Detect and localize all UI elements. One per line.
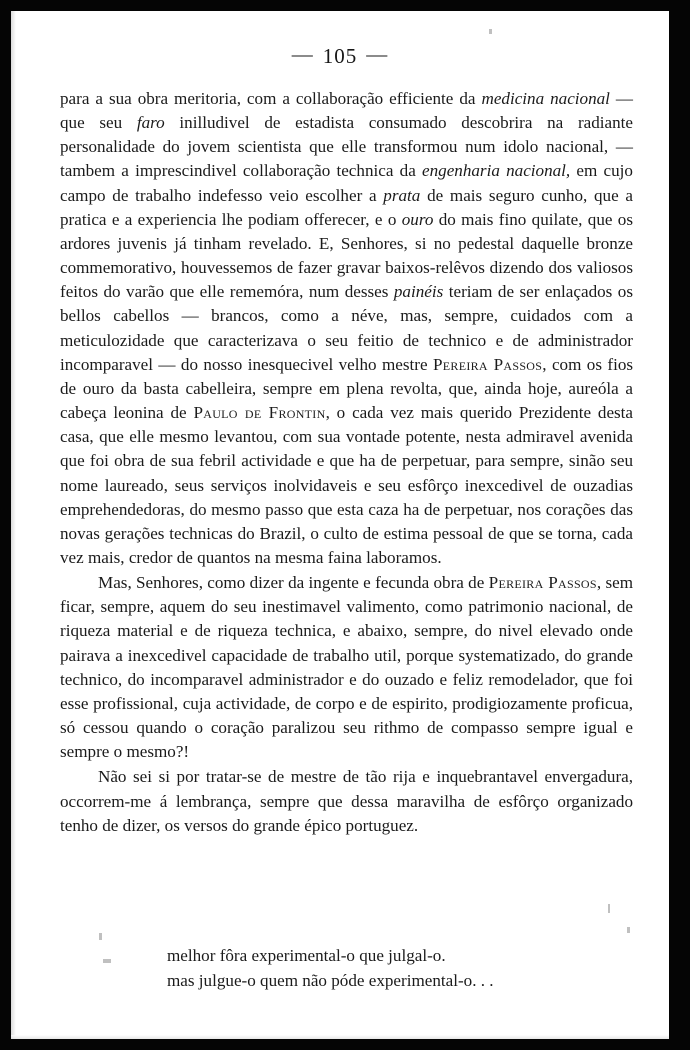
scan-speck bbox=[103, 959, 111, 963]
small-caps-name: Pereira Passos bbox=[432, 354, 543, 374]
text-run: , sem ficar, sempre, aquem do seu inestimavel valimento, como patrimonio nacional, de riqueza material e de riqueza technica, e abaixo, sempre, do nivel elevado onde pairava a inexcedivel capacidade de trabalho util, porque systematizado, do grande technico, do incomparavel administrador e do ouzado e feliz remodelador, que foi esse profissional, cuja actividade, de corpo e de espirito, prodigiozamente proficua, só cessou quando o coração paralizou seu rithmo de compasso sempre igual e sempre o mesmo?! bbox=[60, 573, 633, 762]
body-paragraph bbox=[60, 765, 633, 837]
italic-run: engenharia nacional, bbox=[422, 161, 571, 181]
italic-run: faro bbox=[136, 113, 165, 133]
verse-quotation-block bbox=[167, 943, 587, 993]
folio-dash-left: — bbox=[291, 42, 314, 66]
body-text-block bbox=[60, 87, 633, 838]
folio-dash-right: — bbox=[366, 42, 389, 66]
scan-speck bbox=[489, 29, 492, 34]
scan-speck bbox=[627, 927, 630, 933]
text-run: inilludivel de estadista consumado descobrira na radiante personalidade do jovem scientista que elle transformou num idolo nacional, — tambem a imprescindivel collaboração technica da bbox=[60, 113, 634, 181]
paper-edge-shading-left bbox=[11, 11, 16, 1039]
italic-run: medicina nacional bbox=[481, 89, 610, 108]
verse-line: mas julgue-o quem não póde experimental-o. . . bbox=[167, 971, 494, 990]
page-number-folio bbox=[11, 44, 669, 69]
paper-edge-shading-bottom bbox=[11, 1035, 669, 1039]
text-run: , com os fios de ouro da basta cabelleira, sempre em plena revolta, que, ainda hoje, aureóla a cabeça leonina de bbox=[60, 354, 634, 423]
text-run: para a sua obra meritoria, com a collaboração efficiente da bbox=[60, 89, 482, 108]
verse-line: melhor fôra experimental-o que julgal-o. bbox=[167, 946, 446, 965]
italic-run: ouro bbox=[401, 209, 434, 229]
scan-speck bbox=[608, 904, 610, 913]
text-run: teriam de ser enlaçados os bellos cabellos — brancos, como a néve, mas, sempre, cuidados com a meticulozidade que caracterizava o seu feitio de technico e de administrador incomparavel — do nosso inesquecivel velho mestre bbox=[60, 282, 633, 374]
italic-run: painéis bbox=[393, 282, 444, 302]
body-paragraph bbox=[60, 87, 633, 570]
text-run: Mas, Senhores, como dizer da ingente e fecunda obra de bbox=[98, 573, 489, 593]
page-number: 105 bbox=[322, 44, 358, 68]
page-sheet bbox=[11, 11, 669, 1039]
text-run: do mais fino quilate, que os ardores juvenis já tinham revelado. E, Senhores, si no pedestal daquelle bronze commemorativo, houvessemos de fazer gravar baixos-relêvos dizendo dos valiosos feitos do varão que elle rememóra, num desses bbox=[60, 209, 633, 302]
italic-run: prata bbox=[383, 185, 421, 205]
text-run: , o cada vez mais querido Prezidente desta casa, que elle mesmo levantou, com sua vontade potente, nesta admiravel avenida que foi obra de sua febril actividade e que ha de perpetuar, para sempre, sinão seu nome laureado, seus serviços inolvidaveis e seu esfôrço inexcedivel de ouzadias emprehendedoras, do mesmo passo que esta caza ha de perpetuar, nos corações das novas gerações technicas do Brazil, o culto de estima pessoal de que se torna, cada vez mais, credor de quantos na mesma faina laboramos. bbox=[60, 403, 634, 567]
text-run: de mais seguro cunho, que a pratica e a experiencia lhe podiam offerecer, e o bbox=[60, 185, 633, 229]
small-caps-name: Pereira Passos bbox=[488, 573, 597, 593]
scan-speck bbox=[99, 933, 102, 940]
text-run: em cujo campo de trabalho indefesso veio escolher a bbox=[60, 161, 633, 205]
text-run: — que seu bbox=[60, 89, 633, 133]
body-paragraph bbox=[60, 571, 633, 764]
small-caps-name: Paulo de Frontin bbox=[193, 403, 326, 423]
text-run: Não sei si por tratar-se de mestre de tão rija e inquebrantavel envergadura, occorrem-me á lembrança, sempre que dessa maravilha de esfôrço organizado tenho de dizer, os versos do grande épico portuguez. bbox=[60, 767, 633, 835]
